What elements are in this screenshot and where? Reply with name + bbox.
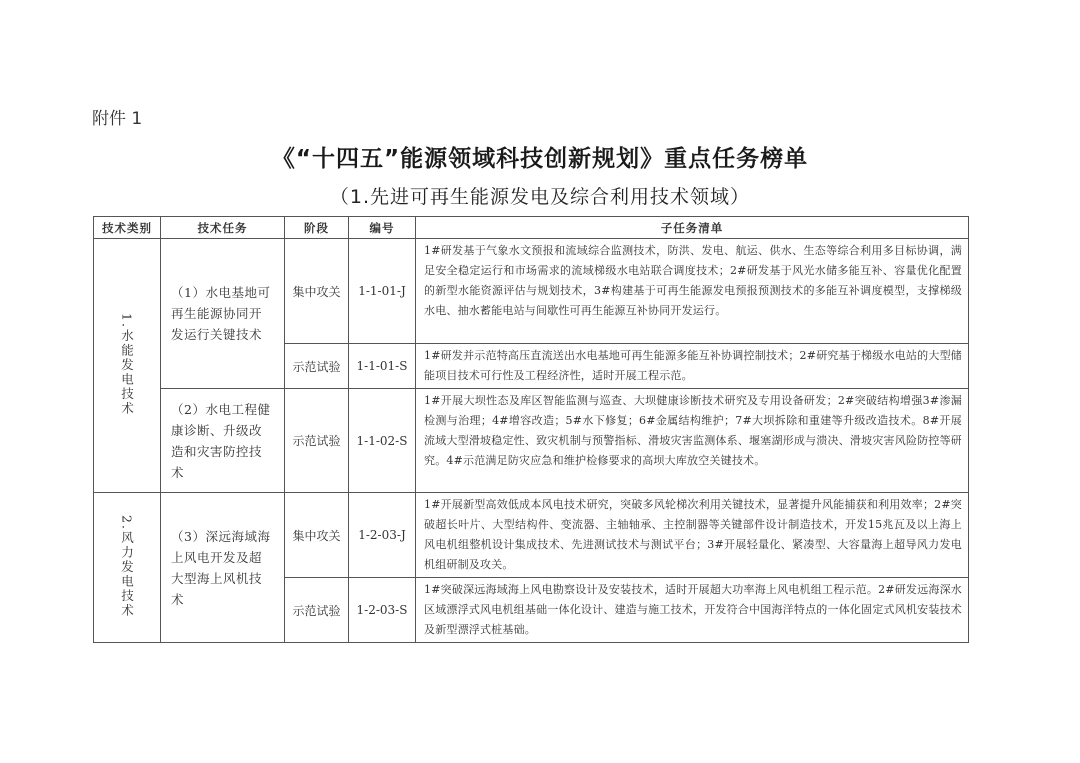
header-stage: 阶段 [285, 217, 349, 239]
category-cell-wind [94, 493, 161, 643]
code-cell: 1-2-03-S [349, 578, 416, 643]
table-row [94, 389, 969, 493]
category-label: 2.风力发电技术 [119, 514, 135, 618]
attachment-label: 附件 1 [92, 109, 143, 129]
subtasks-cell: 1#研发基于气象水文预报和流域综合监测技术，防洪、发电、航运、供水、生态等综合利用多目标协调，满足安全稳定运行和市场需求的流域梯级水电站联合调度技术；2#研发基于风光水储多能互补、容量优化配置的新型水能资源评估与规划技术，3#构建基于可再生能源发电预报预测技术的多能互补调度模型，支撑梯级水电、抽水蓄能电站与间歇性可再生能源互补协同开发运行。 [416, 239, 969, 344]
task-cell: （2）水电工程健康诊断、升级改造和灾害防控技术 [161, 389, 285, 493]
category-cell-hydro [94, 239, 161, 493]
stage-cell: 示范试验 [285, 344, 349, 389]
header-code: 编号 [349, 217, 416, 239]
code-cell: 1-2-03-J [349, 493, 416, 578]
table-header-row [94, 217, 969, 239]
document-title: 《“十四五”能源领域科技创新规划》重点任务榜单 [271, 146, 809, 172]
header-task: 技术任务 [161, 217, 285, 239]
code-cell: 1-1-01-S [349, 344, 416, 389]
header-category: 技术类别 [94, 217, 161, 239]
table-row [94, 239, 969, 344]
code-cell: 1-1-01-J [349, 239, 416, 344]
stage-cell: 示范试验 [285, 389, 349, 493]
header-subtasks: 子任务清单 [416, 217, 969, 239]
task-cell: （3）深远海域海上风电开发及超大型海上风机技术 [161, 493, 285, 643]
subtasks-cell: 1#突破深远海域海上风电勘察设计及安装技术，适时开展超大功率海上风电机组工程示范。2#研发远海深水区域漂浮式风电机组基础一体化设计、建造与施工技术，开发符合中国海洋特点的一体化固定式风机安装技术及新型漂浮式桩基础。 [416, 578, 969, 643]
subtasks-cell: 1#研发并示范特高压直流送出水电基地可再生能源多能互补协调控制技术；2#研究基于梯级水电站的大型储能项目技术可行性及工程经济性，适时开展工程示范。 [416, 344, 969, 389]
stage-cell: 集中攻关 [285, 493, 349, 578]
document-subtitle: （1.先进可再生能源发电及综合利用技术领域） [329, 186, 751, 208]
category-label: 1.水能发电技术 [119, 312, 135, 416]
code-cell: 1-1-02-S [349, 389, 416, 493]
subtasks-cell: 1#开展大坝性态及库区智能监测与巡查、大坝健康诊断技术研究及专用设备研发；2#突破结构增强3#渗漏检测与治理；4#增容改造；5#水下修复；6#金属结构维护；7#大坝拆除和重建等升级改造技术。8#开展流域大型滑坡稳定性、致灾机制与预警指标、滑坡灾害监测体系、堰塞湖形成与溃决、滑坡灾害风险防控等研究。4#示范满足防灾应急和维护检修要求的高坝大库放空关键技术。 [416, 389, 969, 493]
subtasks-cell: 1#开展新型高效低成本风电技术研究，突破多风轮梯次利用关键技术，显著提升风能捕获和利用效率；2#突破超长叶片、大型结构件、变流器、主轴轴承、主控制器等关键部件设计制造技术，开发15兆瓦及以上海上风电机组整机设计集成技术、先进测试技术与测试平台；3#开展轻量化、紧凑型、大容量海上超导风力发电机组研制及攻关。 [416, 493, 969, 578]
task-cell: （1）水电基地可再生能源协同开发运行关键技术 [161, 239, 285, 389]
stage-cell: 集中攻关 [285, 239, 349, 344]
task-table [93, 216, 969, 643]
table-row [94, 493, 969, 578]
stage-cell: 示范试验 [285, 578, 349, 643]
